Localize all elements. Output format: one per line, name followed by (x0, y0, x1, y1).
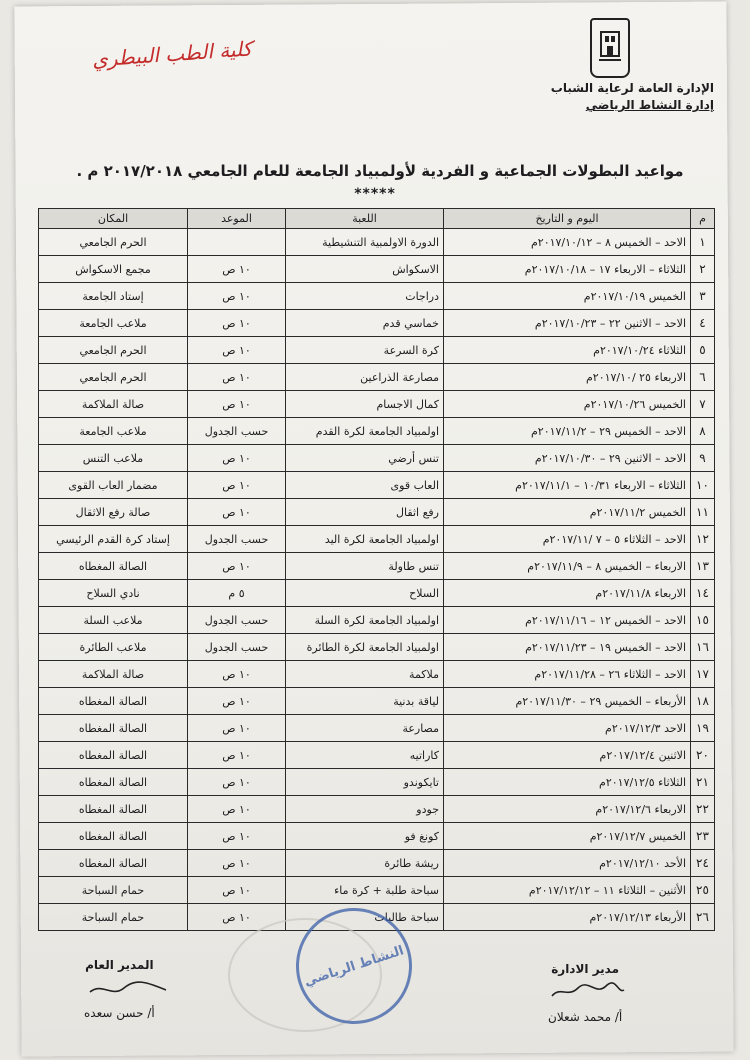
row-date: الاربعاء ٢٠١٧/١١/٨م (444, 580, 691, 607)
row-time: حسب الجدول (188, 526, 286, 553)
row-game: كرة السرعة (286, 337, 444, 364)
row-game: كاراتيه (286, 742, 444, 769)
row-place: الصالة المغطاه (39, 742, 188, 769)
row-num: ٢٤ (691, 850, 715, 877)
row-place: إستاد كرة القدم الرئيسي (39, 526, 188, 553)
table-row (39, 688, 715, 715)
row-place: الحرم الجامعي (39, 337, 188, 364)
table-row (39, 661, 715, 688)
stamp-text: النشاط الرياضي (302, 942, 406, 990)
row-place: صالة الملاكمة (39, 661, 188, 688)
header-place: المكان (39, 209, 188, 229)
row-game: العاب قوى (286, 472, 444, 499)
title-stars: ***** (354, 186, 396, 202)
row-num: ٢ (691, 256, 715, 283)
table-row (39, 229, 715, 256)
row-time: ١٠ ص (188, 499, 286, 526)
table-row (39, 364, 715, 391)
row-game: كمال الاجسام (286, 391, 444, 418)
row-game: الدورة الاولمبية التنشيطية (286, 229, 444, 256)
row-time: ١٠ ص (188, 661, 286, 688)
table-row (39, 877, 715, 904)
table-row (39, 634, 715, 661)
row-num: ١٤ (691, 580, 715, 607)
schedule-table (38, 208, 715, 931)
row-time: ١٠ ص (188, 904, 286, 931)
university-logo-icon (590, 18, 630, 78)
table-row (39, 796, 715, 823)
row-place: الحرم الجامعي (39, 364, 188, 391)
row-place: ملاعب الطائرة (39, 634, 188, 661)
row-time: ١٠ ص (188, 310, 286, 337)
row-time: ١٠ ص (188, 796, 286, 823)
row-place: حمام السباحة (39, 877, 188, 904)
row-place: صالة رفع الاثقال (39, 499, 188, 526)
row-place: الصالة المغطاه (39, 823, 188, 850)
table-row (39, 580, 715, 607)
table-row (39, 310, 715, 337)
table-row (39, 499, 715, 526)
row-game: سباحة طالبات (286, 904, 444, 931)
row-place: حمام السباحة (39, 904, 188, 931)
table-row (39, 418, 715, 445)
row-date: الخميس ٢٠١٧/١١/٢م (444, 499, 691, 526)
row-game: كونغ فو (286, 823, 444, 850)
signature-department-manager (548, 962, 622, 1024)
row-time: ١٠ ص (188, 472, 286, 499)
header-date: اليوم و التاريخ (444, 209, 691, 229)
row-time: ١٠ ص (188, 769, 286, 796)
row-num: ١٩ (691, 715, 715, 742)
row-time: ١٠ ص (188, 391, 286, 418)
row-place: الحرم الجامعي (39, 229, 188, 256)
row-num: ٢٦ (691, 904, 715, 931)
row-num: ٧ (691, 391, 715, 418)
row-time: ٥ م (188, 580, 286, 607)
row-place: الصالة المغطاه (39, 796, 188, 823)
table-header-row (39, 209, 715, 229)
row-time: ١٠ ص (188, 715, 286, 742)
row-date: الأحد ٢٠١٧/١٢/١٠م (444, 850, 691, 877)
row-game: مصارعة الذراعين (286, 364, 444, 391)
signature-general-manager (84, 958, 155, 1020)
table-row (39, 823, 715, 850)
row-time: ١٠ ص (188, 688, 286, 715)
row-num: ٢٣ (691, 823, 715, 850)
table-row (39, 769, 715, 796)
row-date: الثلاثاء ٢٠١٧/١٠/٢٤م (444, 337, 691, 364)
row-place: إستاد الجامعة (39, 283, 188, 310)
row-date: الأثنين – الثلاثاء ١١ – ٢٠١٧/١٢/١٢م (444, 877, 691, 904)
row-date: الخميس ٢٠١٧/١٢/٧م (444, 823, 691, 850)
row-date: الاربعاء – الخميس ٨ – ٢٠١٧/١١/٩م (444, 553, 691, 580)
signature-title-right: مدير الادارة (551, 962, 620, 976)
row-place: ملاعب الجامعة (39, 418, 188, 445)
header-num: م (691, 209, 715, 229)
org-line-2: إدارة النشاط الرياضي (585, 98, 714, 112)
row-date: الاحد – الثلاثاء ٢٦ – ٢٠١٧/١١/٢٨م (444, 661, 691, 688)
row-num: ١٧ (691, 661, 715, 688)
row-num: ٨ (691, 418, 715, 445)
row-date: الاحد – الخميس ٨ – ٢٠١٧/١٠/١٢م (444, 229, 691, 256)
row-num: ٣ (691, 283, 715, 310)
row-game: مصارعة (286, 715, 444, 742)
signature-title-left: المدير العام (85, 958, 154, 972)
row-place: الصالة المغطاه (39, 688, 188, 715)
row-game: تنس أرضي (286, 445, 444, 472)
row-time: ١٠ ص (188, 553, 286, 580)
row-date: الاحد ٢٠١٧/١٢/٣م (444, 715, 691, 742)
row-place: الصالة المغطاه (39, 850, 188, 877)
row-place: ملاعب السلة (39, 607, 188, 634)
row-date: الاحد – الخميس ١٩ – ٢٠١٧/١١/٢٣م (444, 634, 691, 661)
row-date: الخميس ٢٠١٧/١٠/٢٦م (444, 391, 691, 418)
row-game: ملاكمة (286, 661, 444, 688)
row-date: الاثنين ٢٠١٧/١٢/٤م (444, 742, 691, 769)
row-place: الصالة المغطاه (39, 715, 188, 742)
row-time: حسب الجدول (188, 634, 286, 661)
row-date: الاحد – الثلاثاء ٥ – ٧ /٢٠١٧/١١م (444, 526, 691, 553)
row-num: ١٨ (691, 688, 715, 715)
signature-scribble-icon (88, 978, 168, 1000)
row-date: الاحد – الاثنين ٢٢ – ٢٠١٧/١٠/٢٣م (444, 310, 691, 337)
row-time: ١٠ ص (188, 256, 286, 283)
row-game: خماسي قدم (286, 310, 444, 337)
row-place: الصالة المغطاه (39, 769, 188, 796)
row-game: رفع اثقال (286, 499, 444, 526)
row-num: ٢٥ (691, 877, 715, 904)
row-date: الأربعاء – الخميس ٢٩ – ٢٠١٧/١١/٣٠م (444, 688, 691, 715)
row-game: سباحة طلبة + كرة ماء (286, 877, 444, 904)
table-row (39, 283, 715, 310)
row-time (188, 229, 286, 256)
row-game: اولمبياد الجامعة لكرة السلة (286, 607, 444, 634)
table-row (39, 553, 715, 580)
table-row (39, 391, 715, 418)
table-row (39, 445, 715, 472)
row-game: تايكوندو (286, 769, 444, 796)
row-time: ١٠ ص (188, 283, 286, 310)
table-row (39, 607, 715, 634)
row-time: ١٠ ص (188, 823, 286, 850)
row-num: ١٥ (691, 607, 715, 634)
row-date: الاحد – الاثنين ٢٩ – ٢٠١٧/١٠/٣٠م (444, 445, 691, 472)
row-game: ريشة طائرة (286, 850, 444, 877)
row-game: لياقة بدنية (286, 688, 444, 715)
row-date: الاحد – الخميس ٢٩ – ٢٠١٧/١١/٢م (444, 418, 691, 445)
row-time: ١٠ ص (188, 364, 286, 391)
row-num: ١٦ (691, 634, 715, 661)
row-time: ١٠ ص (188, 850, 286, 877)
handwritten-note: كلية الطب البيطري (91, 36, 253, 72)
row-game: السلاح (286, 580, 444, 607)
row-place: مجمع الاسكواش (39, 256, 188, 283)
row-num: ٩ (691, 445, 715, 472)
document-title: مواعيد البطولات الجماعية و الفردية لأولمبياد الجامعة للعام الجامعي ٢٠١٧/٢٠١٨ م . (76, 162, 684, 180)
row-game: دراجات (286, 283, 444, 310)
row-num: ١٢ (691, 526, 715, 553)
table-row (39, 472, 715, 499)
row-date: الثلاثاء – الاربعاء ١٠/٣١ – ٢٠١٧/١١/١م (444, 472, 691, 499)
row-num: ١ (691, 229, 715, 256)
row-num: ٦ (691, 364, 715, 391)
row-num: ١٠ (691, 472, 715, 499)
header-time: الموعد (188, 209, 286, 229)
signature-name-right: أ/ محمد شعلان (548, 1010, 623, 1024)
org-line-1: الإدارة العامة لرعاية الشباب (550, 81, 714, 95)
row-num: ٢١ (691, 769, 715, 796)
row-game: اولمبياد الجامعة لكرة القدم (286, 418, 444, 445)
organization-header (551, 80, 714, 114)
row-date: الأربعاء ٢٠١٧/١٢/١٣م (444, 904, 691, 931)
row-num: ٢٠ (691, 742, 715, 769)
row-num: ٥ (691, 337, 715, 364)
table-row (39, 337, 715, 364)
row-num: ١١ (691, 499, 715, 526)
row-place: صالة الملاكمة (39, 391, 188, 418)
row-date: الخميس ٢٠١٧/١٠/١٩م (444, 283, 691, 310)
signature-scribble-icon (548, 980, 628, 1002)
row-num: ١٣ (691, 553, 715, 580)
row-date: الاربعاء ٢٠١٧/١٢/٦م (444, 796, 691, 823)
row-time: ١٠ ص (188, 877, 286, 904)
tower-icon (597, 28, 623, 68)
row-num: ٢٢ (691, 796, 715, 823)
row-place: مضمار العاب القوى (39, 472, 188, 499)
row-game: اولمبياد الجامعة لكرة اليد (286, 526, 444, 553)
row-place: نادي السلاح (39, 580, 188, 607)
row-date: الاربعاء ٢٥ /٢٠١٧/١٠م (444, 364, 691, 391)
row-time: ١٠ ص (188, 742, 286, 769)
row-time: ١٠ ص (188, 445, 286, 472)
row-time: حسب الجدول (188, 607, 286, 634)
row-date: الثلاثاء – الاربعاء ١٧ – ٢٠١٧/١٠/١٨م (444, 256, 691, 283)
table-row (39, 256, 715, 283)
signature-name-left: أ/ حسن سعده (84, 1006, 155, 1020)
row-game: اولمبياد الجامعة لكرة الطائرة (286, 634, 444, 661)
table-row (39, 715, 715, 742)
table-row (39, 526, 715, 553)
table-row (39, 742, 715, 769)
row-num: ٤ (691, 310, 715, 337)
row-time: ١٠ ص (188, 337, 286, 364)
row-game: تنس طاولة (286, 553, 444, 580)
header-game: اللعبة (286, 209, 444, 229)
table-row (39, 850, 715, 877)
row-place: الصالة المغطاه (39, 553, 188, 580)
row-date: الثلاثاء ٢٠١٧/١٢/٥م (444, 769, 691, 796)
row-place: ملاعب التنس (39, 445, 188, 472)
row-time: حسب الجدول (188, 418, 286, 445)
row-place: ملاعب الجامعة (39, 310, 188, 337)
row-game: جودو (286, 796, 444, 823)
row-game: الاسكواش (286, 256, 444, 283)
row-date: الاحد – الخميس ١٢ – ٢٠١٧/١١/١٦م (444, 607, 691, 634)
